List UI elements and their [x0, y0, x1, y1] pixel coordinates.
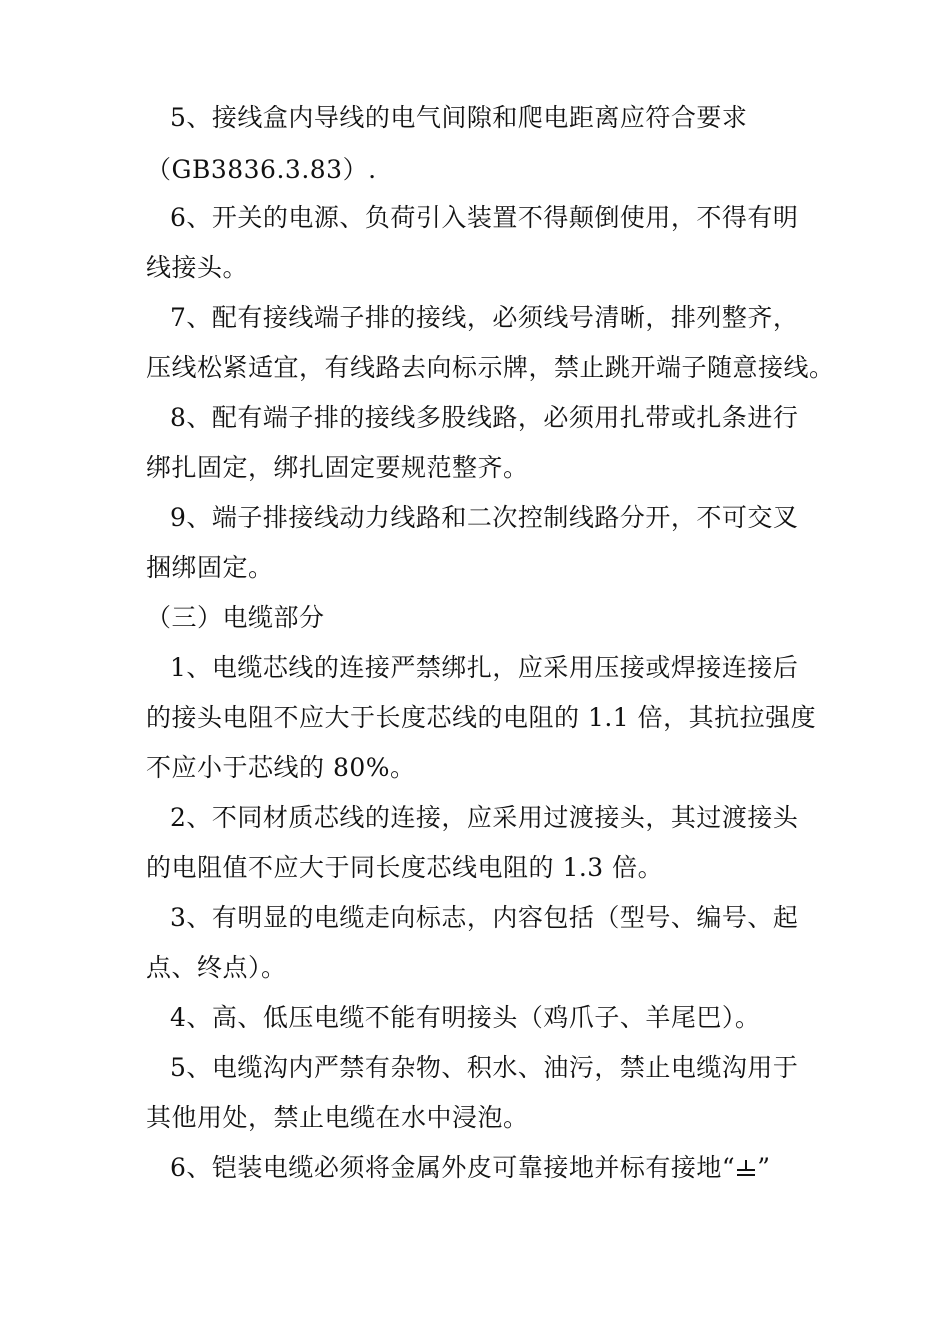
- text-line-20: 5、电缆沟内严禁有杂物、积水、油污，禁止电缆沟用于: [170, 1053, 799, 1082]
- text-line-1: 5、接线盒内导线的电气间隙和爬电距离应符合要求: [170, 103, 748, 132]
- text-line-9: 9、端子排接线动力线路和二次控制线路分开，不可交叉: [170, 503, 799, 532]
- text-line-10: 捆绑固定。: [146, 553, 274, 582]
- text-line-21: 其他用处，禁止电缆在水中浸泡。: [146, 1103, 529, 1132]
- text-line-16: 的电阻值不应大于同长度芯线电阻的 1.3 倍。: [146, 853, 664, 882]
- text-line-14: 不应小于芯线的 80%。: [146, 753, 416, 782]
- text-line-2: （GB3836.3.83）.: [146, 155, 377, 184]
- text-line-19: 4、高、低压电缆不能有明接头（鸡爪子、羊尾巴）。: [170, 1003, 761, 1032]
- text-line-15: 2、不同材质芯线的连接，应采用过渡接头，其过渡接头: [170, 803, 799, 832]
- section-heading: （三）电缆部分: [146, 603, 325, 632]
- text-line-7: 8、配有端子排的接线多股线路，必须用扎带或扎条进行: [170, 403, 799, 432]
- text-line-12: 1、电缆芯线的连接严禁绑扎，应采用压接或焊接连接后: [170, 653, 799, 682]
- text-line-4: 线接头。: [146, 253, 249, 282]
- text-line-22-main: 6、铠装电缆必须将金属外皮可靠接地并标有接地“: [170, 1153, 736, 1182]
- text-line-13: 的接头电阻不应大于长度芯线的电阻的 1.1 倍，其抗拉强度: [146, 703, 817, 732]
- text-line-17: 3、有明显的电缆走向标志，内容包括（型号、编号、起: [170, 903, 799, 932]
- text-line-3: 6、开关的电源、负荷引入装置不得颠倒使用，不得有明: [170, 203, 799, 232]
- text-line-8: 绑扎固定，绑扎固定要规范整齐。: [146, 453, 529, 482]
- text-line-5: 7、配有接线端子排的接线，必须线号清晰，排列整齐，: [170, 303, 799, 332]
- text-line-18: 点、终点）。: [146, 953, 287, 982]
- text-line-6: 压线松紧适宜，有线路去向标示牌，禁止跳开端子随意接线。: [146, 353, 835, 382]
- text-line-22-close-quote: ”: [757, 1153, 771, 1182]
- text-line-22: [170, 1151, 850, 1185]
- ground-symbol-icon: [736, 1158, 756, 1178]
